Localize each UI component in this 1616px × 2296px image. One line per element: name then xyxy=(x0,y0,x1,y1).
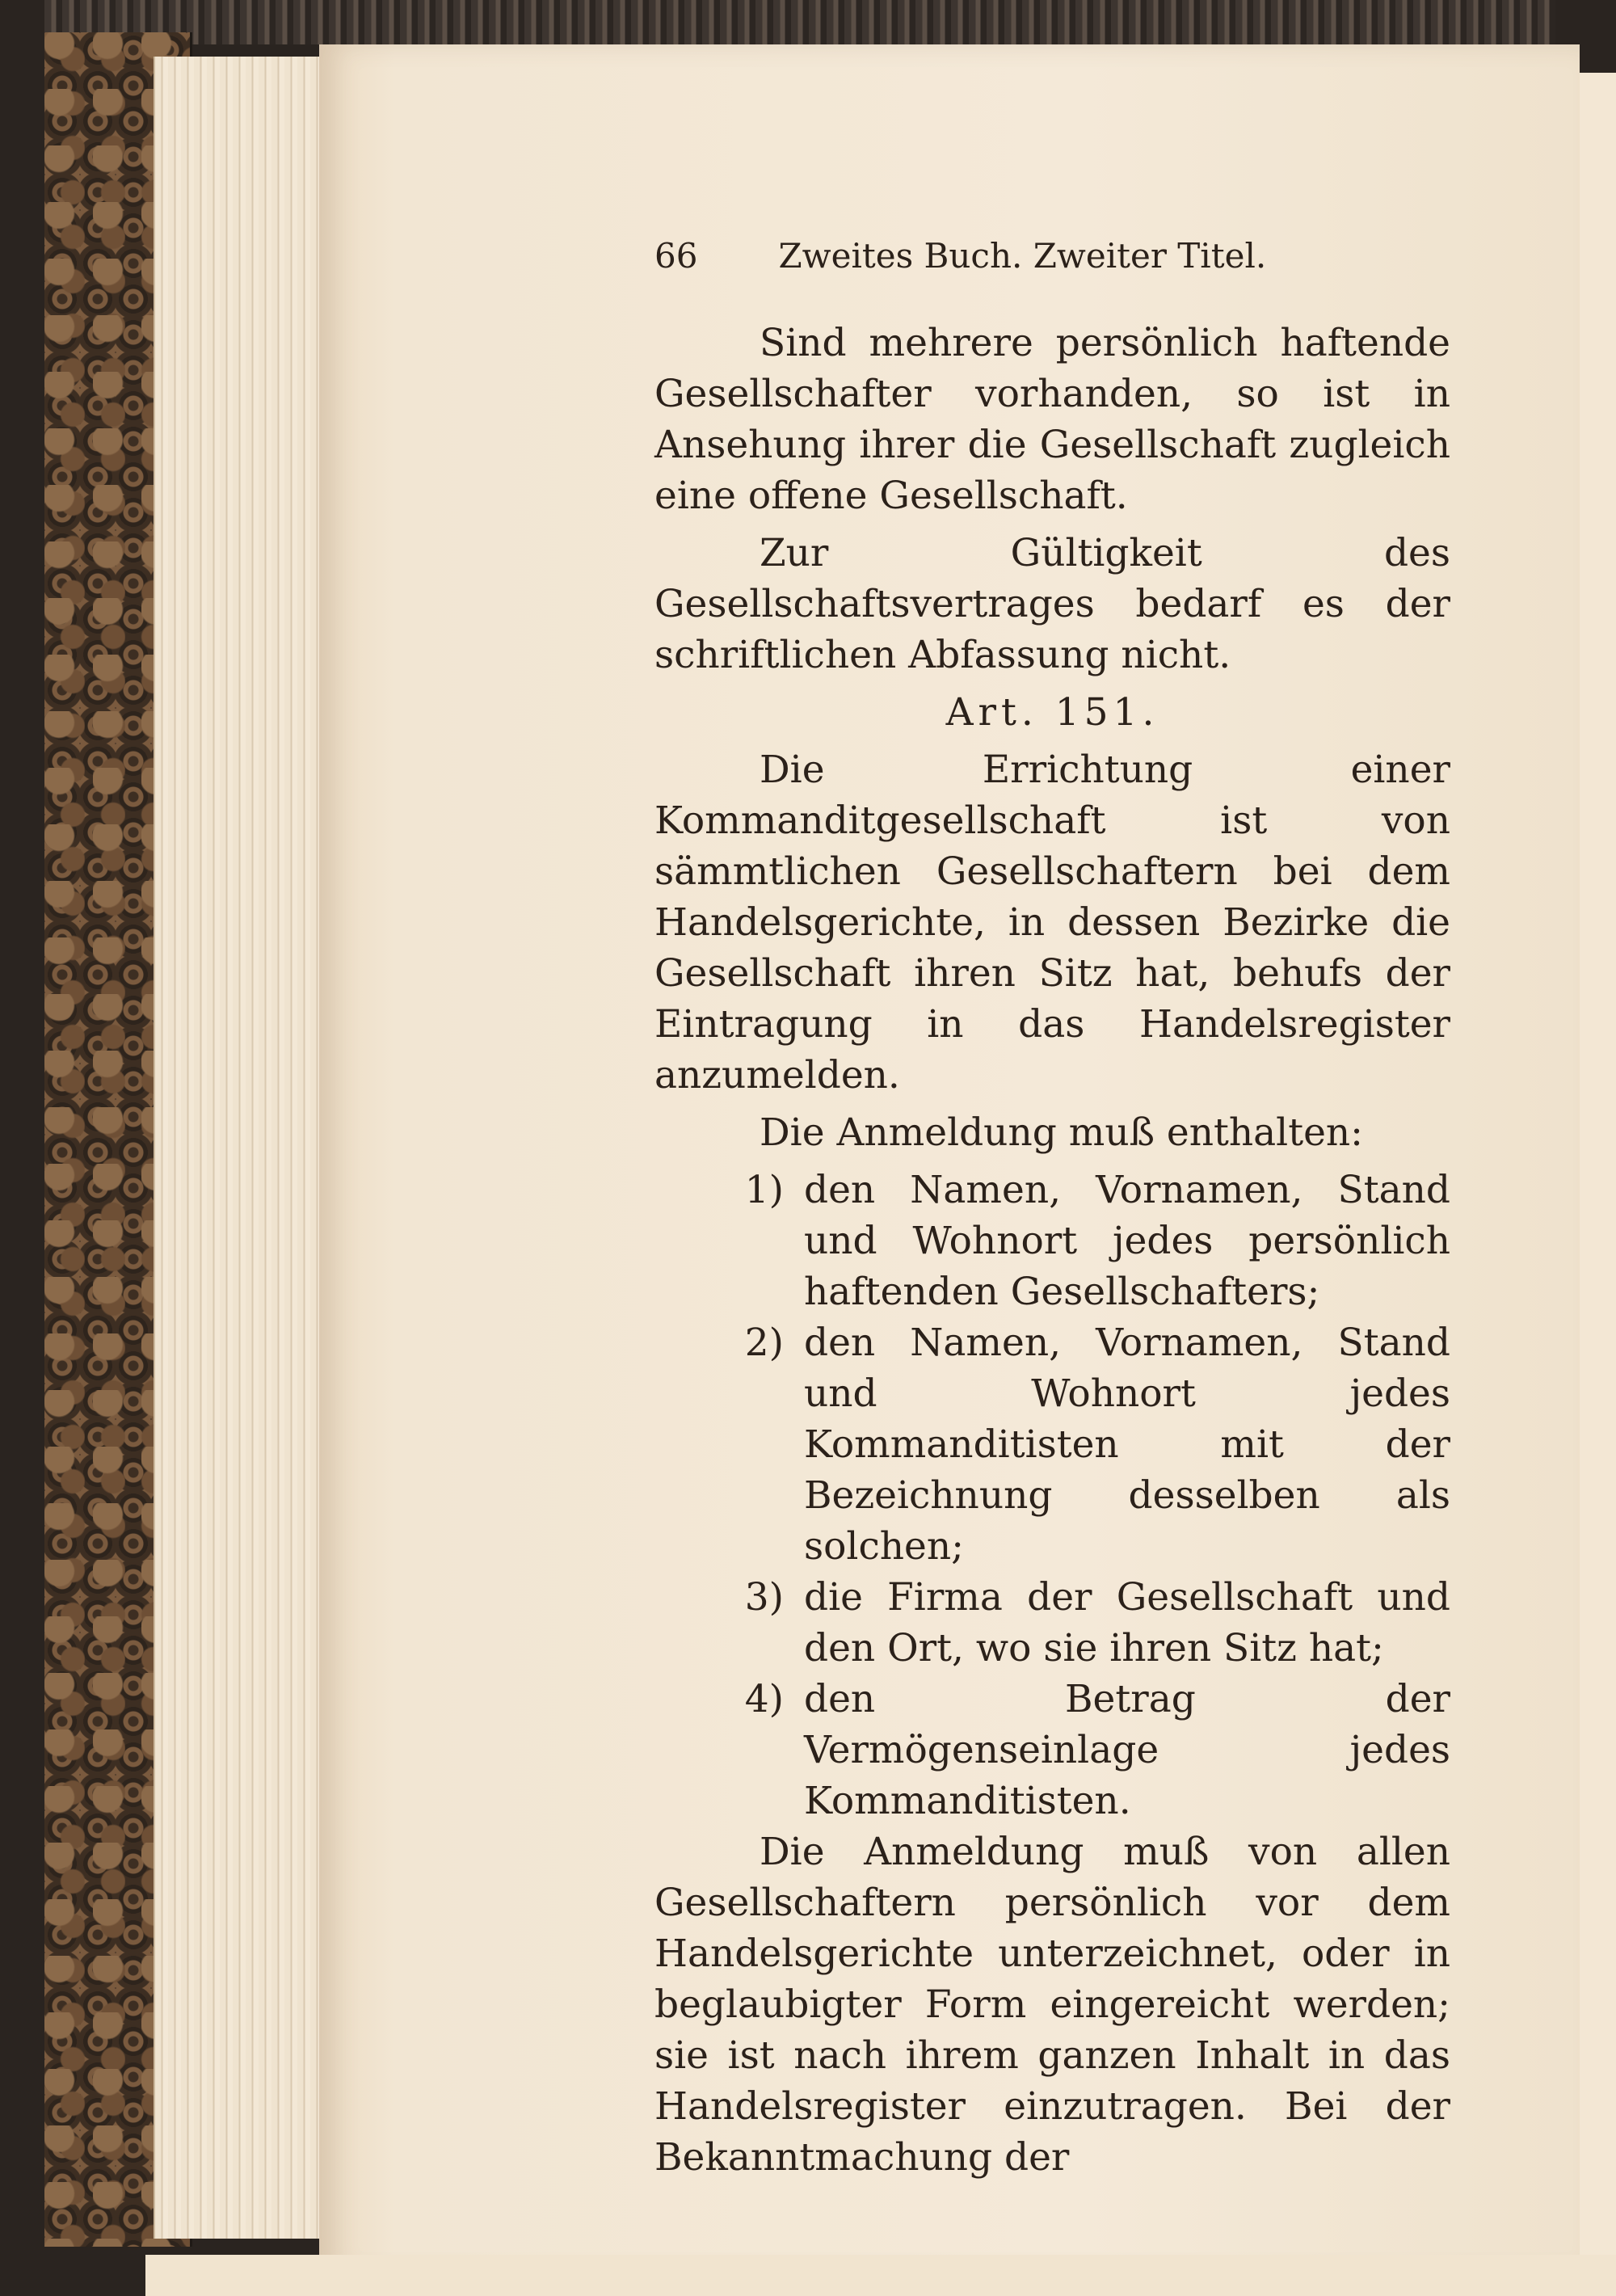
list-item-number: 4) xyxy=(744,1677,784,1721)
list-item-text: den Namen, Vornamen, Stand und Wohnort jedes Kommanditisten mit der Bezeichnung desselben als solchen; xyxy=(804,1321,1450,1569)
running-title: Zweites Buch. Zweiter Titel. xyxy=(778,236,1267,276)
page-number: 66 xyxy=(654,236,698,276)
list-item xyxy=(654,1674,1450,1826)
facing-page-edge xyxy=(1580,73,1616,2296)
list-item-text: den Betrag der Vermögenseinlage jedes Kommanditisten. xyxy=(804,1677,1450,1823)
list-item-text: die Firma der Gesellschaft und den Ort, wo sie ihren Sitz hat; xyxy=(804,1575,1450,1670)
page-bottom-edge xyxy=(145,2255,1616,2296)
list-item xyxy=(654,1572,1450,1674)
list-item xyxy=(654,1317,1450,1572)
page-edges xyxy=(154,57,325,2239)
paragraph: Zur Gültigkeit des Gesellschaftsvertrages bedarf es der schriftlichen Abfassung nicht. xyxy=(654,531,1450,677)
list-item-text: den Namen, Vornamen, Stand und Wohnort jedes persönlich haftenden Gesellschafters; xyxy=(804,1168,1450,1314)
paragraph: Sind mehrere persönlich haftende Gesellschafter vorhanden, so ist in Ansehung ihrer die Gesellschaft zugleich eine offene Gesellschaft. xyxy=(654,321,1450,518)
article-heading: Art. 151. xyxy=(945,690,1159,735)
list-item-number: 1) xyxy=(744,1168,784,1212)
list-item-number: 3) xyxy=(744,1575,784,1620)
page-text xyxy=(654,230,1450,2189)
paragraph: Die Errichtung einer Kommanditgesellschaft ist von sämmtlichen Gesellschaftern bei dem Handelsgerichte, in dessen Bezirke die Gesellschaft ihren Sitz hat, behufs der Eintragung in das Handelsregister anzumelden. xyxy=(654,748,1450,1097)
list-item xyxy=(654,1165,1450,1317)
running-header xyxy=(654,230,1450,281)
list-item-number: 2) xyxy=(744,1321,784,1365)
paragraph: Die Anmeldung muß von allen Gesellschaftern persönlich vor dem Handelsgerichte unterzeichnet, oder in beglaubigter Form eingereicht werden; sie ist nach ihrem ganzen Inhalt in das Handelsregister einzutragen. Bei der Bekanntmachung der xyxy=(654,1830,1450,2180)
binding-top-edge xyxy=(44,0,1555,44)
paragraph: Die Anmeldung muß enthalten: xyxy=(760,1110,1364,1155)
